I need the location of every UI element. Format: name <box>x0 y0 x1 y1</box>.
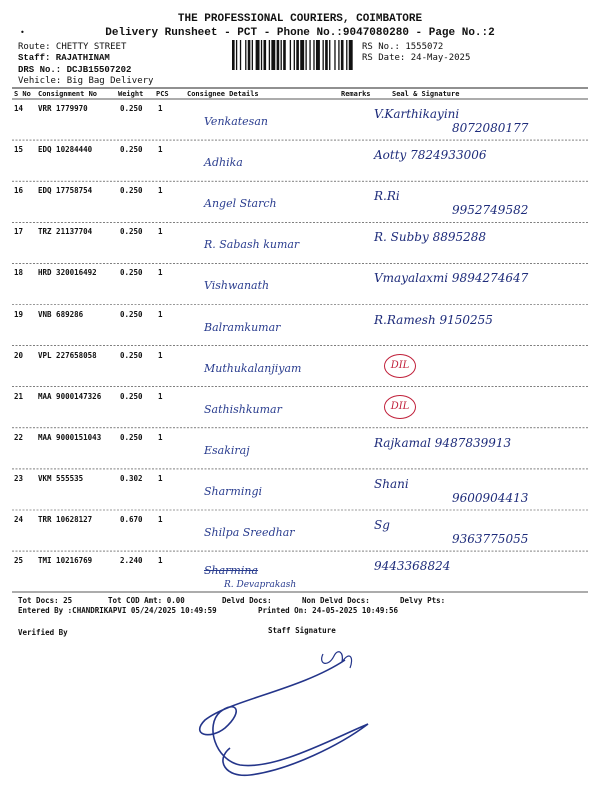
row-seal-signature: Shani <box>374 476 409 491</box>
row-seal-phone: 9363775055 <box>452 532 529 546</box>
row-consignee: Shilpa Sreedhar <box>204 526 295 539</box>
row-consignee: Sharmina <box>204 564 259 578</box>
col-consignee: Consignee Details <box>187 90 259 98</box>
row-consignee: Vishwanath <box>204 279 270 293</box>
row-seal-signature: Aotty 7824933006 <box>374 148 487 163</box>
row-seal-phone: 8072080177 <box>452 121 529 135</box>
row-dil-stamp: DIL <box>384 354 416 378</box>
row-seal-phone: 9600904413 <box>452 490 529 505</box>
row-weight: 0.250 <box>120 186 143 196</box>
company-title: THE PROFESSIONAL COURIERS, COIMBATORE <box>177 13 423 25</box>
rs-date: RS Date: 24-May-2025 <box>362 53 471 63</box>
row-seal-signature: Vmayalaxmi 9894274647 <box>374 271 529 286</box>
bullet-mark: • <box>20 28 25 37</box>
staff-label: Staff: RAJATHINAM <box>18 53 110 63</box>
col-weight: Weight <box>118 90 144 98</box>
non-delvd-docs: Non Delvd Docs: <box>302 596 370 605</box>
row-consignment-no: EDQ 17758754 <box>38 186 93 196</box>
row-pcs: 1 <box>158 309 163 319</box>
entered-by: Entered By :CHANDRIKAPVI 05/24/2025 10:49:59 <box>18 606 217 615</box>
row-weight: 0.250 <box>120 227 143 237</box>
row-consignment-no: TRZ 21137704 <box>38 227 93 237</box>
row-weight: 0.250 <box>120 391 143 401</box>
row-sno: 22 <box>14 432 24 442</box>
vehicle-label: Vehicle: Big Bag Delivery <box>18 76 154 86</box>
runsheet-subtitle: Delivery Runsheet - PCT - Phone No.:9047080280 - Page No.:2 <box>105 27 495 39</box>
row-pcs: 1 <box>158 104 163 113</box>
row-consignee: Angel Starch <box>204 197 277 211</box>
delvd-docs: Delvd Docs: <box>222 596 272 605</box>
row-weight: 0.670 <box>120 515 143 524</box>
row-consignment-no: MAA 9000151043 <box>38 432 102 442</box>
row-consignment-no: TRR 10628127 <box>38 515 93 524</box>
row-seal-signature: 9443368824 <box>374 559 451 574</box>
staff-signature-label: Staff Signature <box>268 626 336 635</box>
row-seal-signature: R.Ramesh 9150255 <box>374 312 493 327</box>
tot-docs: Tot Docs: 25 <box>18 596 73 605</box>
row-sno: 19 <box>14 309 24 319</box>
row-sno: 18 <box>14 268 24 278</box>
row-sno: 23 <box>14 473 24 483</box>
row-seal-signature: R. Subby 8895288 <box>374 230 487 245</box>
row-weight: 0.302 <box>120 473 143 483</box>
row-consignment-no: VRR 1779970 <box>38 104 88 113</box>
row-consignee: R. Sabash kumar <box>204 238 300 252</box>
col-consignment: Consignment No <box>38 90 98 98</box>
printed-on: Printed On: 24-05-2025 10:49:56 <box>258 606 398 615</box>
row-consignment-no: TMI 10216769 <box>38 556 93 566</box>
col-seal-signature: Seal & Signature <box>392 90 460 98</box>
tot-cod-amt: Tot COD Amt: 0.00 <box>108 596 185 605</box>
row-sno: 14 <box>14 104 24 113</box>
col-remarks: Remarks <box>341 90 371 98</box>
row-sno: 17 <box>14 227 24 237</box>
row-consignment-no: EDQ 10284440 <box>38 145 93 155</box>
row-seal-signature: Sg <box>374 518 390 532</box>
row-consignment-no: MAA 9000147326 <box>38 391 102 401</box>
row-consignment-no: HRD 320016492 <box>38 268 97 278</box>
row-sno: 16 <box>14 186 24 196</box>
row-pcs: 1 <box>158 391 163 401</box>
row-weight: 0.250 <box>120 104 143 113</box>
verified-by: Verified By <box>18 628 68 637</box>
row-pcs: 1 <box>158 350 163 360</box>
row-sno: 24 <box>14 515 24 524</box>
row-consignee: Sathishkumar <box>204 402 282 416</box>
row-pcs: 1 <box>158 145 163 155</box>
row-pcs: 1 <box>158 268 163 278</box>
row-sno: 20 <box>14 350 24 360</box>
row-pcs: 1 <box>158 186 163 196</box>
row-consignee: Adhika <box>204 156 243 170</box>
row-weight: 0.250 <box>120 145 143 155</box>
col-pcs: PCS <box>156 90 169 98</box>
row-consignee: Muthukalanjiyam <box>204 361 302 375</box>
row-seal-signature: R.Ri <box>374 189 400 204</box>
row-dil-stamp: DIL <box>384 395 416 419</box>
row-consignee: Sharmingi <box>204 484 263 498</box>
drs-number: DRS No.: DCJB15507202 <box>18 65 132 75</box>
row-pcs: 1 <box>158 556 163 566</box>
row-seal-signature: V.Karthikayini <box>374 107 460 121</box>
row-consignment-no: VNB 689286 <box>38 309 84 319</box>
row-consignment-no: VPL 227658058 <box>38 350 97 360</box>
route-label: Route: CHETTY STREET <box>18 42 127 52</box>
row-weight: 0.250 <box>120 350 143 360</box>
row-pcs: 1 <box>158 473 163 483</box>
row-weight: 2.240 <box>120 556 143 566</box>
row-sno: 21 <box>14 391 24 401</box>
row-consignment-no: VKM 555535 <box>38 473 84 483</box>
row-sno: 25 <box>14 556 24 566</box>
row-weight: 0.250 <box>120 432 143 442</box>
row-pcs: 1 <box>158 432 163 442</box>
row-consignee: Balramkumar <box>204 320 281 334</box>
row-consignee: Venkatesan <box>204 115 268 128</box>
rs-number: RS No.: 1555072 <box>362 42 444 52</box>
row-weight: 0.250 <box>120 309 143 319</box>
delvy-pts: Delvy Pts: <box>400 596 446 605</box>
row-weight: 0.250 <box>120 268 143 278</box>
row-pcs: 1 <box>158 515 163 524</box>
row-consignee-alt: R. Devaprakash <box>224 580 297 591</box>
row-sno: 15 <box>14 145 24 155</box>
row-seal-phone: 9952749582 <box>452 203 529 218</box>
row-seal-signature: Rajkamal 9487839913 <box>374 435 512 450</box>
col-sno: S No <box>14 90 31 98</box>
row-pcs: 1 <box>158 227 163 237</box>
row-consignee: Esakiraj <box>204 443 250 457</box>
